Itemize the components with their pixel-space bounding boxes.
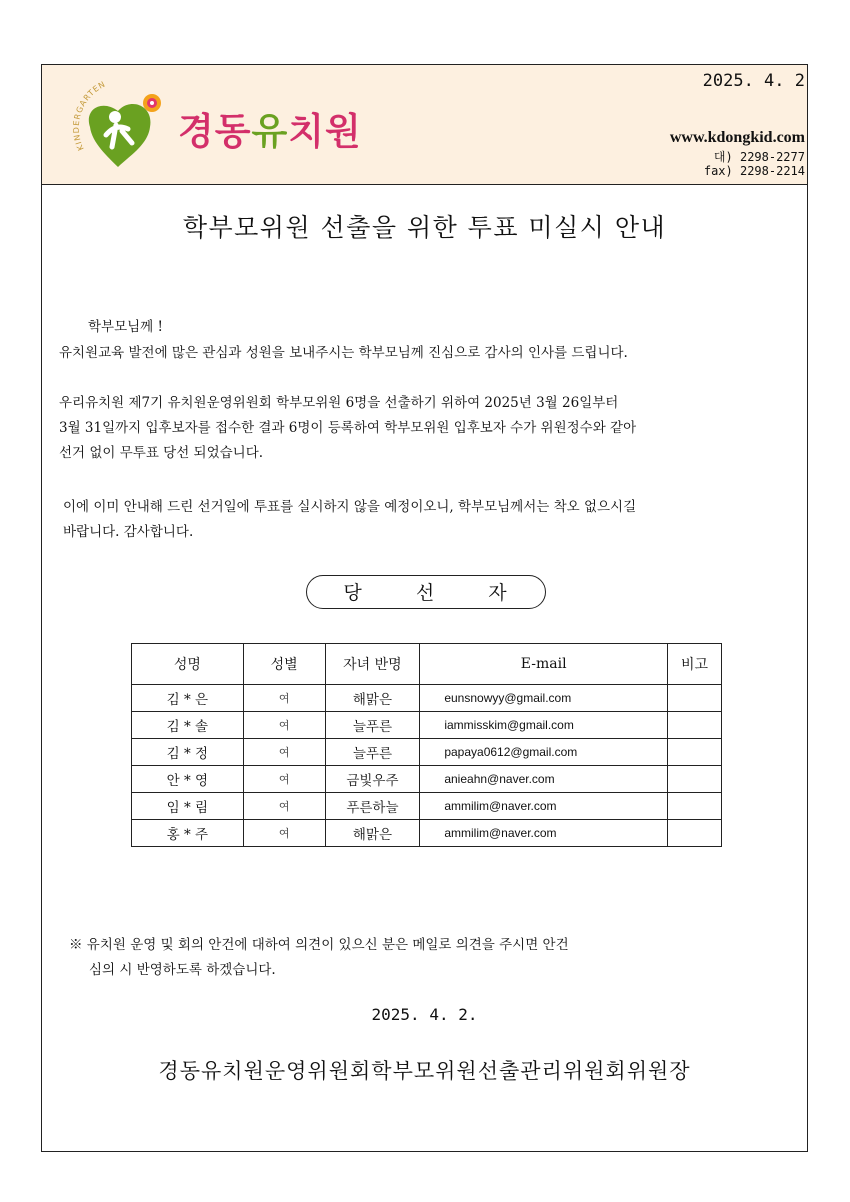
cell-name: 임 * 림 <box>132 793 244 820</box>
cell-email: ammilim@naver.com <box>420 820 668 847</box>
cell-gender: 여 <box>243 820 325 847</box>
cell-remark <box>668 685 722 712</box>
table-row <box>132 712 722 739</box>
cell-name: 김 * 정 <box>132 739 244 766</box>
cell-gender: 여 <box>243 739 325 766</box>
cell-email: eunsnowyy@gmail.com <box>420 685 668 712</box>
intro-line: 유치원교육 발전에 많은 관심과 성원을 보내주시는 학부모님께 진심으로 감사의 인사를 드립니다. <box>59 345 628 361</box>
cell-name: 안 * 영 <box>132 766 244 793</box>
cell-class: 해맑은 <box>325 685 420 712</box>
table-row <box>132 820 722 847</box>
cell-gender: 여 <box>243 766 325 793</box>
note-line1: ※ 유치원 운영 및 회의 안건에 대하여 의견이 있으신 분은 메일로 의견을 주시면 안건 <box>69 937 569 953</box>
para3-line1: 이에 이미 안내해 드린 선거일에 투표를 실시하지 않을 예정이오니, 학부모님께서는 착오 없으시길 <box>63 499 637 515</box>
table-row <box>132 685 722 712</box>
header-date: 2025. 4. 2 <box>702 71 805 91</box>
table-row <box>132 793 722 820</box>
header-gender: 성별 <box>243 644 325 685</box>
cell-remark <box>668 739 722 766</box>
cell-email: iammisskim@gmail.com <box>420 712 668 739</box>
table-row <box>132 739 722 766</box>
signature: 경동유치원운영위원회학부모위원선출관리위원회위원장 <box>158 1059 691 1083</box>
para2-line3: 선거 없이 무투표 당선 되었습니다. <box>59 445 264 461</box>
header-class: 자녀 반명 <box>325 644 420 685</box>
cell-gender: 여 <box>243 685 325 712</box>
document-title: 학부모위원 선출을 위한 투표 미실시 안내 <box>182 213 667 242</box>
cell-gender: 여 <box>243 793 325 820</box>
cell-remark <box>668 766 722 793</box>
cell-class: 늘푸른 <box>325 739 420 766</box>
table-row <box>132 766 722 793</box>
cell-name: 김 * 솔 <box>132 712 244 739</box>
cell-email: anieahn@naver.com <box>420 766 668 793</box>
document-frame <box>41 64 808 1152</box>
cell-email: ammilim@naver.com <box>420 793 668 820</box>
note-line2: 심의 시 반영하도록 하겠습니다. <box>89 962 276 978</box>
cell-remark <box>668 712 722 739</box>
winners-table <box>131 643 722 847</box>
para2-line2: 3월 31일까지 입후보자를 접수한 결과 6명이 등록하여 학부모위원 입후보자 수가 위원정수와 같아 <box>59 420 637 436</box>
cell-class: 해맑은 <box>325 820 420 847</box>
cell-remark <box>668 820 722 847</box>
para2-line1: 우리유치원 제7기 유치원운영위원회 학부모위원 6명을 선출하기 위하여 2025년 3월 26일부터 <box>59 395 619 411</box>
table-header-row <box>132 644 722 685</box>
cell-email: papaya0612@gmail.com <box>420 739 668 766</box>
cell-class: 푸른하늘 <box>325 793 420 820</box>
cell-class: 금빛우주 <box>325 766 420 793</box>
phone-number: 대) 2298-2277 <box>713 150 805 164</box>
footer-date: 2025. 4. 2. <box>371 1005 478 1024</box>
cell-gender: 여 <box>243 712 325 739</box>
cell-remark <box>668 793 722 820</box>
cell-class: 늘푸른 <box>325 712 420 739</box>
fax-number: fax) 2298-2214 <box>703 164 805 178</box>
svg-text:KINDERGARTEN: KINDERGARTEN <box>71 79 108 152</box>
website[interactable]: www.kdongkid.com <box>669 129 805 146</box>
header-remark: 비고 <box>668 644 722 685</box>
kindergarten-logo <box>70 79 190 179</box>
winners-label: 당 선 자 <box>306 575 546 609</box>
letterhead <box>42 65 807 185</box>
cell-name: 홍 * 주 <box>132 820 244 847</box>
school-name-text: 경동유치원 <box>178 110 362 153</box>
cell-name: 김 * 은 <box>132 685 244 712</box>
header-email: E-mail <box>420 644 668 685</box>
header-name: 성명 <box>132 644 244 685</box>
school-name <box>178 101 362 155</box>
para3-line2: 바랍니다. 감사합니다. <box>63 524 194 540</box>
greeting: 학부모님께 ! <box>88 319 163 335</box>
